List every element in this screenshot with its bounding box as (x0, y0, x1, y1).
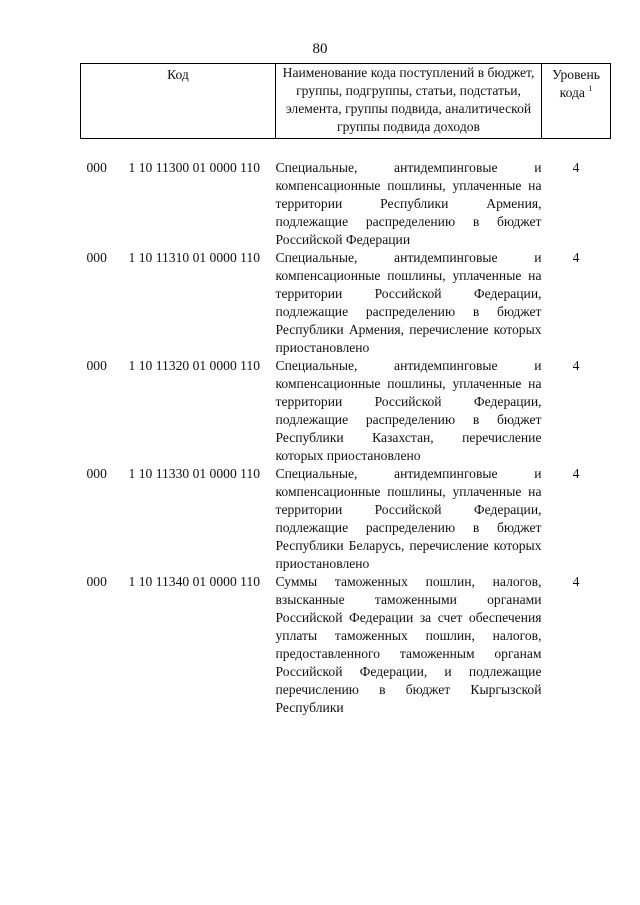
admin-code: 000 (86, 160, 107, 175)
code-name: Специальные, антидемпинговые и компенсационные пошлины, уплаченные на территории Республики Армения, подлежащие распределению в бюджет Российской Федерации (275, 160, 542, 247)
admin-code: 000 (86, 574, 107, 589)
code-name: Специальные, антидемпинговые и компенсационные пошлины, уплаченные на территории Российской Федерации, подлежащие распределению в бюджет Республики Беларусь, перечисление которых приостановлено (275, 466, 542, 571)
admin-code: 000 (86, 358, 107, 373)
admin-code: 000 (86, 250, 107, 265)
admin-code: 000 (86, 466, 107, 481)
code-cell (81, 357, 276, 375)
column-header-level-label: Уровень кода (552, 67, 600, 100)
column-header-name: Наименование кода поступлений в бюджет, группы, подгруппы, статьи, подстатьи, элемента, группы подвида, аналитической группы подвида доходов (276, 64, 542, 139)
code-cell (81, 573, 276, 591)
code-level: 4 (572, 160, 580, 175)
code-level: 4 (572, 250, 580, 265)
column-header-level (542, 64, 611, 139)
revenue-code: 1 10 11330 01 0000 110 (128, 466, 261, 481)
revenue-code: 1 10 11340 01 0000 110 (128, 574, 261, 589)
revenue-code: 1 10 11320 01 0000 110 (128, 358, 261, 373)
footnote-marker: 1 (588, 84, 593, 93)
code-name: Специальные, антидемпинговые и компенсационные пошлины, уплаченные на территории Российской Федерации, подлежащие распределению в бюджет Республики Казахстан, перечисление которых приостановлено (275, 358, 542, 463)
table-row (81, 357, 611, 465)
page-number: 80 (312, 41, 328, 57)
revenue-code: 1 10 11310 01 0000 110 (128, 250, 261, 265)
code-name: Суммы таможенных пошлин, налогов, взысканные таможенными органами Российской Федерации за счет обеспечения уплаты таможенных пошлин, налогов, предоставленного таможенным органам Российской Федерации, и подлежащие перечислению в бюджет Кыргызской Республики (275, 574, 542, 715)
code-cell (81, 465, 276, 483)
code-level: 4 (572, 466, 580, 481)
column-header-code: Код (81, 64, 276, 139)
code-cell (81, 159, 276, 177)
revenue-codes-table (80, 63, 611, 717)
table-header (81, 64, 611, 139)
code-level: 4 (572, 358, 580, 373)
table-row (81, 249, 611, 357)
code-name: Специальные, антидемпинговые и компенсационные пошлины, уплаченные на территории Российской Федерации, подлежащие распределению в бюджет Республики Армения, перечисление которых приостановлено (275, 250, 542, 355)
table-row (81, 159, 611, 249)
revenue-code: 1 10 11300 01 0000 110 (128, 160, 261, 175)
code-level: 4 (572, 574, 580, 589)
table-row (81, 465, 611, 573)
table-row (81, 573, 611, 717)
code-cell (81, 249, 276, 267)
